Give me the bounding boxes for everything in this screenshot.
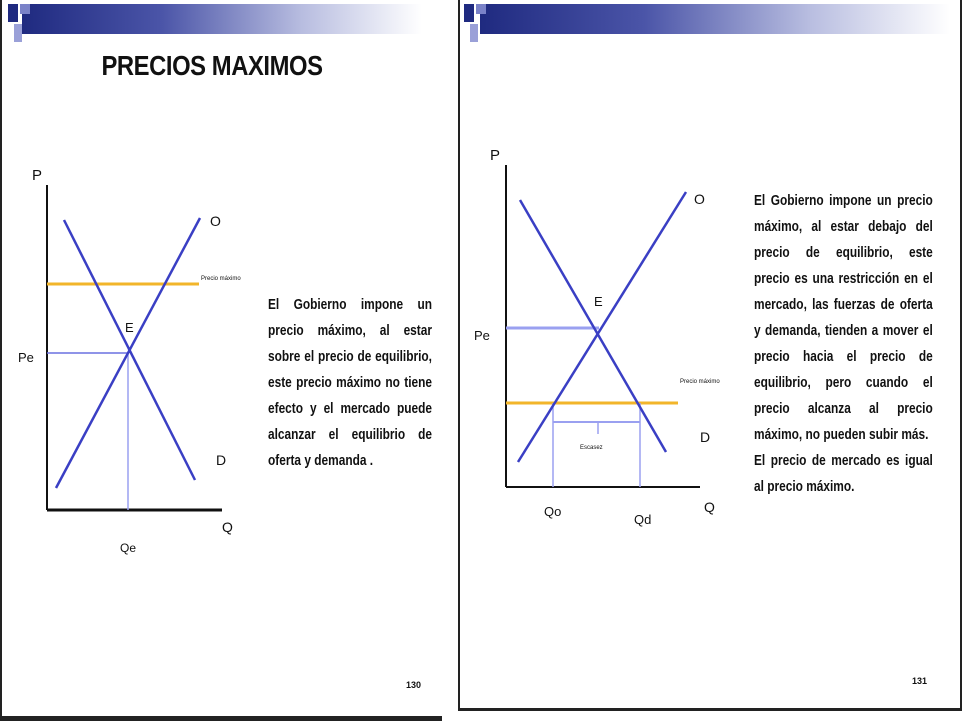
qe-label: Qe [120,541,137,555]
p-axis-label: P [490,147,501,164]
slide-gap [444,0,456,720]
explanation-text-conclusion: El precio de mercado es igual al precio máximo. [754,453,933,495]
price-ceiling-below-diagram [470,140,750,560]
slide-right [458,0,962,711]
header-bar [480,4,950,34]
equilibrium-label: E [594,294,603,309]
price-ceiling-label: Precio máximo [680,379,720,385]
price-ceiling-label: Precio máximo [201,276,241,282]
demand-curve [520,200,666,452]
slide-logo [8,0,42,52]
shortage-label: Escasez [580,445,603,451]
q-axis-label: Q [704,499,715,515]
price-ceiling-above-diagram [18,160,272,560]
pe-label: Pe [474,328,490,343]
supply-label: O [210,213,221,229]
equilibrium-label: E [125,320,134,335]
slide-logo [464,0,498,52]
demand-label: D [216,452,227,468]
qd-label: Qd [634,512,652,527]
explanation-text: El Gobierno impone un precio máximo, al estar sobre el precio de equilibrio, este precio máximo no tiene efecto y el mercado puede alcanzar el equilibrio de oferta y demanda . [268,297,432,469]
page-number: 130 [406,680,422,690]
slide-left [0,0,442,721]
supply-label: O [694,191,705,207]
explanation-text: El Gobierno impone un precio máximo, al estar debajo del precio de equilibrio, este precio es una restricción en el mercado, las fuerzas de oferta y demanda, tienden a mover el precio hacia el precio de equilibrio, pero cuando el precio alcanza al precio máximo, no pueden subir más. El precio de mercado es igual al precio máximo. [754,188,933,500]
qo-label: Qo [544,504,562,519]
q-axis-label: Q [222,519,233,535]
page-number: 131 [912,676,928,686]
slide-title: PRECIOS MAXIMOS [101,50,323,81]
header-bar [22,4,422,34]
pe-label: Pe [18,350,34,365]
demand-label: D [700,429,711,445]
p-axis-label: P [32,167,43,184]
